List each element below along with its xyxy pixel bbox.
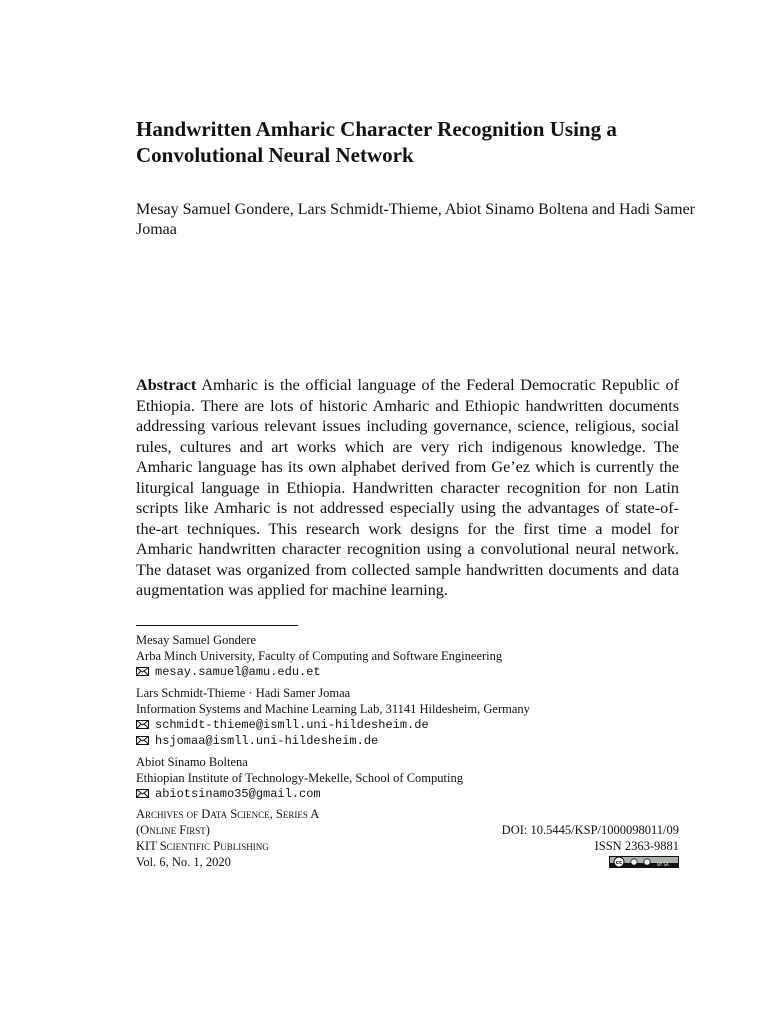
issn: ISSN 2363-9881 <box>594 839 679 853</box>
footer-row <box>136 806 679 822</box>
abstract <box>136 375 679 601</box>
email-address[interactable]: mesay.samuel@amu.edu.et <box>155 665 321 679</box>
email-line <box>136 664 696 680</box>
affiliation-institution: Arba Minch University, Faculty of Computing and Software Engineering <box>136 649 503 663</box>
publication-footer <box>136 806 679 870</box>
email-line <box>136 733 696 749</box>
envelope-icon <box>136 736 149 745</box>
affiliation-names: Abiot Sinamo Boltena <box>136 755 248 769</box>
footnote-rule <box>136 625 298 626</box>
envelope-icon <box>136 789 149 798</box>
journal-name: Archives of Data Science, Series A <box>136 807 320 821</box>
abstract-text: Amharic is the official language of the Federal Democratic Republic of Ethiopia. There are lots of historic Amharic and Ethiopic handwritten documents addressing various relevant issues including governance, science, religious, social rules, cultures and art works which are very rich indigenous knowledge. The Amharic language has its own alphabet derived from Ge’ez which is currently the liturgical language in Ethiopia. Handwritten character recognition for non Latin scripts like Amharic is not addressed especially using the advantages of state-of-the-art techniques. This research work designs for the first time a model for Amharic handwritten character recognition using a convolutional neural network. The dataset was organized from collected sample handwritten documents and data augmentation was applied for machine learning. <box>136 376 679 599</box>
doi[interactable]: DOI: 10.5445/KSP/1000098011/09 <box>501 823 679 837</box>
email-line <box>136 717 696 733</box>
affiliations <box>136 632 696 807</box>
affiliation-block <box>136 632 696 680</box>
footer-row <box>136 822 679 838</box>
email-address[interactable]: abiotsinamo35@gmail.com <box>155 787 321 801</box>
abstract-label: Abstract <box>136 376 197 394</box>
cc-license-icon[interactable] <box>609 856 679 868</box>
affiliation-names: Mesay Samuel Gondere <box>136 633 257 647</box>
author-list: Mesay Samuel Gondere, Lars Schmidt-Thieme, Abiot Sinamo Boltena and Hadi Samer Jomaa <box>136 201 695 238</box>
svg-text:cc: cc <box>615 860 623 866</box>
affiliation-institution: Information Systems and Machine Learning Lab, 31141 Hildesheim, Germany <box>136 702 530 716</box>
online-first-label: (Online First) <box>136 823 210 837</box>
publisher-name: KIT Scientific Publishing <box>136 839 269 853</box>
email-address[interactable]: schmidt-thieme@ismll.uni-hildesheim.de <box>155 718 429 732</box>
paper-title: Handwritten Amharic Character Recognition Using a Convolutional Neural Network <box>136 117 617 167</box>
affiliation-names: Lars Schmidt-Thieme · Hadi Samer Jomaa <box>136 686 351 700</box>
footer-row <box>136 854 679 870</box>
volume-info: Vol. 6, No. 1, 2020 <box>136 855 231 869</box>
envelope-icon <box>136 667 149 676</box>
email-address[interactable]: hsjomaa@ismll.uni-hildesheim.de <box>155 734 379 748</box>
email-line <box>136 786 696 802</box>
affiliation-block <box>136 685 696 749</box>
footer-row <box>136 838 679 854</box>
envelope-icon <box>136 720 149 729</box>
affiliation-block <box>136 754 696 802</box>
svg-text:BY SA: BY SA <box>657 862 669 867</box>
affiliation-institution: Ethiopian Institute of Technology-Mekelle, School of Computing <box>136 771 463 785</box>
